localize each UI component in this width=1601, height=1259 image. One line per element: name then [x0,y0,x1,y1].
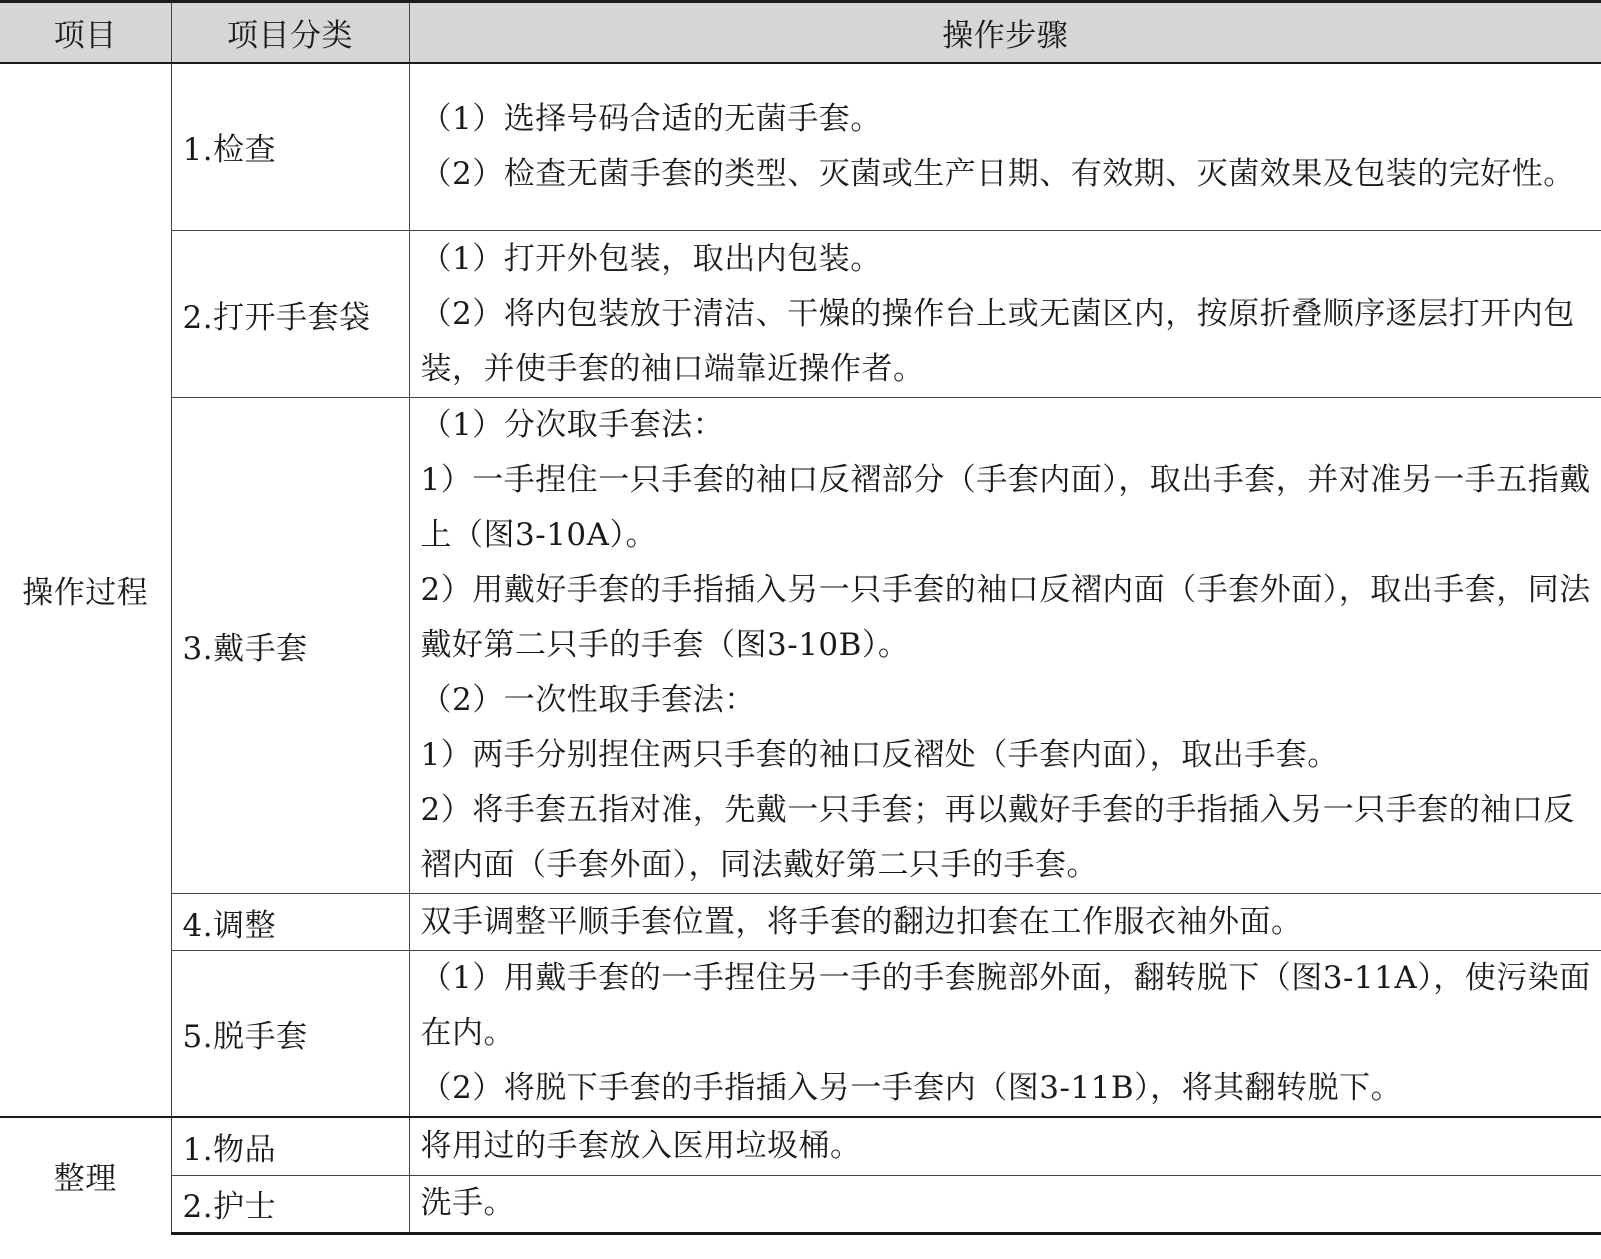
step-line: （2）检查无菌手套的类型、灭菌或生产日期、有效期、灭菌效果及包装的完好性。 [420,155,1575,192]
steps-cell [409,1175,1601,1233]
table-row [0,1117,1601,1175]
category-cell: 1.物品 [171,1117,409,1175]
step-line: （2）一次性取手套法： [420,682,756,718]
steps-cell [409,231,1601,398]
step-line: 2）将手套五指对准，先戴一只手套；再以戴好手套的手指插入另一只手套的袖口反褶内面（手套外面），同法戴好第二只手的手套。 [420,792,1575,883]
category-cell: 4.调整 [171,894,409,951]
step-line: （1）打开外包装，取出内包装。 [420,240,882,277]
category-cell: 2.打开手套袋 [171,231,409,398]
table-row [0,951,1601,1118]
step-line: 2）用戴好手套的手指插入另一只手套的袖口反褶内面（手套外面），取出手套，同法戴好第二只手的手套（图3-10B）。 [420,572,1591,663]
section-label: 操作过程 [0,63,171,1118]
table-row [0,231,1601,398]
step-line: 洗手。 [420,1185,515,1221]
step-line: 1）两手分别捏住两只手套的袖口反褶处（手套内面），取出手套。 [420,737,1339,773]
step-line: 双手调整平顺手套位置，将手套的翻边扣套在工作服衣袖外面。 [420,903,1303,940]
step-line: 将用过的手套放入医用垃圾桶。 [420,1127,862,1164]
table-header [0,2,1601,63]
category-cell: 1.检查 [171,63,409,231]
header-category: 项目分类 [171,2,409,63]
header-steps: 操作步骤 [409,2,1601,63]
step-line: 1）一手捏住一只手套的袖口反褶部分（手套内面），取出手套，并对准另一手五指戴上（图3-10A）。 [420,462,1591,553]
step-line: （1）选择号码合适的无菌手套。 [420,100,882,137]
steps-cell [409,398,1601,894]
section-operation [0,63,1601,1118]
header-item: 项目 [53,17,117,54]
table-row [0,398,1601,894]
category-cell: 5.脱手套 [171,951,409,1118]
steps-cell [409,951,1601,1118]
table-row [0,1175,1601,1233]
section-label: 整理 [0,1117,171,1233]
table-row [0,894,1601,951]
step-line: （2）将内包装放于清洁、干燥的操作台上或无菌区内，按原折叠顺序逐层打开内包装，并使手套的袖口端靠近操作者。 [420,295,1575,387]
category-cell: 2.护士 [171,1175,409,1233]
header-row [0,2,1601,63]
table-row [0,63,1601,231]
steps-cell [409,1117,1601,1175]
step-line: （1）用戴手套的一手捏住另一手的手套腕部外面，翻转脱下（图3-11A），使污染面在内。 [420,960,1591,1051]
steps-cell [409,63,1601,231]
steps-cell [409,894,1601,951]
step-line: （1）分次取手套法： [420,407,725,443]
category-cell: 3.戴手套 [171,398,409,894]
step-line: （2）将脱下手套的手指插入另一手套内（图3-11B），将其翻转脱下。 [420,1070,1403,1106]
section-cleanup [0,1117,1601,1233]
